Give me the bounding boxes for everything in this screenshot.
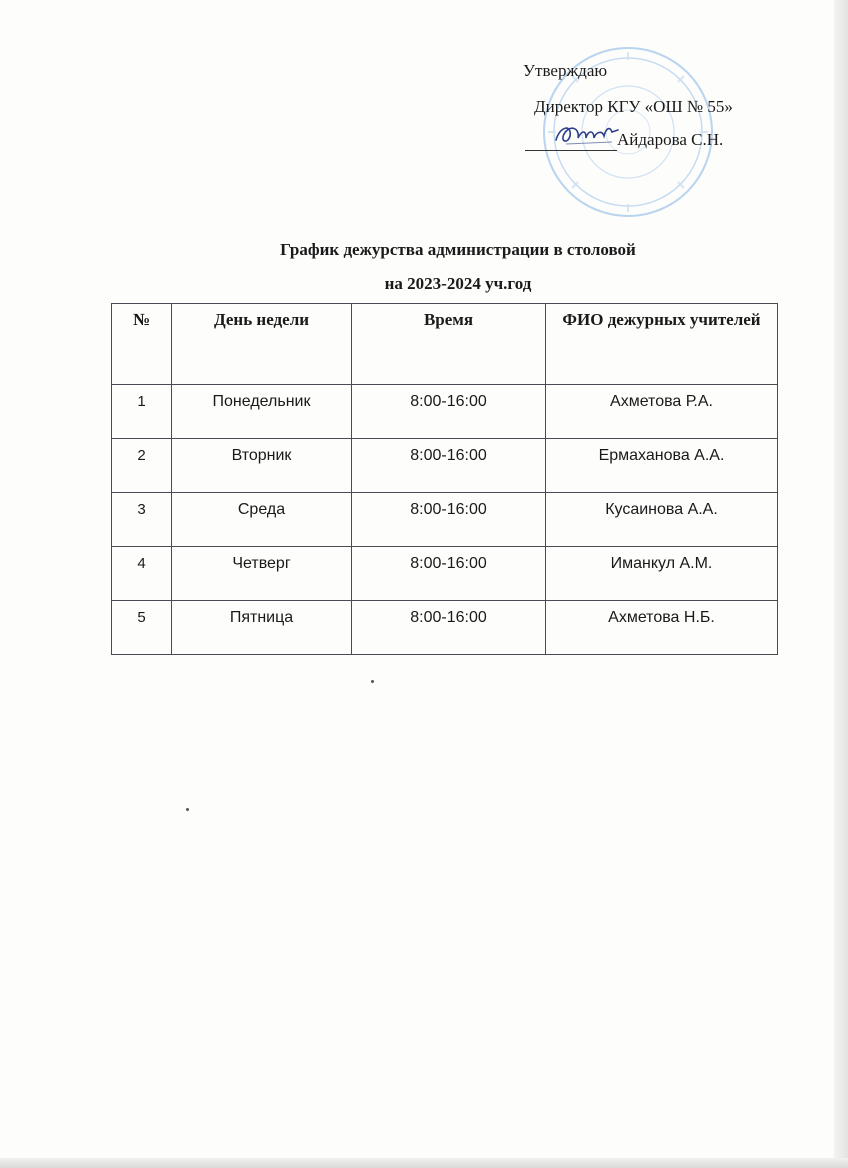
row-time: 8:00-16:00 bbox=[352, 493, 546, 547]
table-row bbox=[112, 547, 778, 601]
header-teachers: ФИО дежурных учителей bbox=[546, 304, 778, 385]
document-subtitle: на 2023-2024 уч.год bbox=[384, 274, 532, 293]
header-day: День недели bbox=[172, 304, 352, 385]
table-row bbox=[112, 493, 778, 547]
row-teacher: Кусаинова А.А. bbox=[546, 493, 778, 547]
row-number: 3 bbox=[112, 493, 172, 547]
approval-role: Директор КГУ «ОШ № 55» bbox=[534, 97, 733, 116]
row-teacher: Ахметова Р.А. bbox=[546, 385, 778, 439]
row-teacher: Ахметова Н.Б. bbox=[546, 601, 778, 655]
table-row bbox=[112, 439, 778, 493]
row-time: 8:00-16:00 bbox=[352, 439, 546, 493]
table-row bbox=[112, 385, 778, 439]
table-row bbox=[112, 601, 778, 655]
row-day: Среда bbox=[172, 493, 352, 547]
approval-name: Айдарова С.Н. bbox=[617, 130, 724, 149]
row-time: 8:00-16:00 bbox=[352, 385, 546, 439]
row-day: Понедельник bbox=[172, 385, 352, 439]
row-teacher: Иманкул А.М. bbox=[546, 547, 778, 601]
row-day: Пятница bbox=[172, 601, 352, 655]
row-number: 1 bbox=[112, 385, 172, 439]
header-number: № bbox=[112, 304, 172, 385]
paper-speck bbox=[371, 680, 374, 683]
scan-edge-right bbox=[834, 0, 848, 1168]
row-number: 2 bbox=[112, 439, 172, 493]
director-signature bbox=[552, 118, 622, 150]
document-title: График дежурства администрации в столовой bbox=[280, 240, 636, 259]
row-teacher: Ермаханова А.А. bbox=[546, 439, 778, 493]
scan-edge-bottom bbox=[0, 1158, 848, 1168]
row-number: 5 bbox=[112, 601, 172, 655]
duty-schedule-table bbox=[111, 303, 778, 655]
row-day: Четверг bbox=[172, 547, 352, 601]
signature-line bbox=[525, 150, 617, 151]
row-day: Вторник bbox=[172, 439, 352, 493]
row-time: 8:00-16:00 bbox=[352, 547, 546, 601]
header-time: Время bbox=[352, 304, 546, 385]
row-number: 4 bbox=[112, 547, 172, 601]
table-header-row bbox=[112, 304, 778, 385]
paper-speck bbox=[186, 808, 189, 811]
approval-word: Утверждаю bbox=[523, 61, 608, 80]
row-time: 8:00-16:00 bbox=[352, 601, 546, 655]
